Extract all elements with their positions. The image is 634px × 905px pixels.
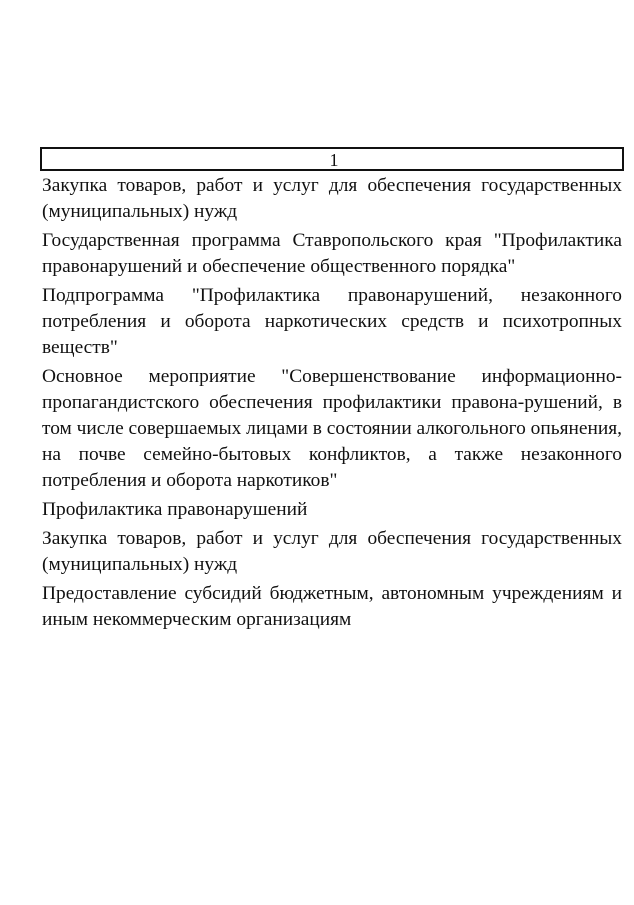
table-row: Профилактика правонарушений bbox=[42, 499, 308, 520]
table-body bbox=[42, 173, 622, 636]
table-row: Закупка товаров, работ и услуг для обеспечения государственных (муниципальных) нужд bbox=[42, 528, 622, 575]
column-divider bbox=[622, 147, 624, 171]
table-row: Государственная программа Ставропольского края "Профилактика правонарушений и обеспечение общественного порядка" bbox=[42, 230, 622, 277]
table-row: Предоставление субсидий бюджетным, автономным учреждениям и иным некоммерческим организациям bbox=[42, 583, 622, 630]
table-row: Подпрограмма "Профилактика правонарушений, незаконного потребления и оборота наркотических средств и психотропных веществ" bbox=[42, 285, 622, 358]
table-row: Закупка товаров, работ и услуг для обеспечения государственных (муниципальных) нужд bbox=[42, 175, 622, 222]
table-header-row bbox=[40, 147, 624, 171]
column-number-header: 1 bbox=[329, 150, 339, 170]
table-row: Основное мероприятие "Совершенствование информационно-пропагандистского обеспечения профилактики правона-рушений, в том числе совершаемых лицами в состоянии алкогольного опьянения, на почве семейно-бытовых конфликтов, а также незаконного потребления и оборота наркотиков" bbox=[42, 366, 622, 491]
